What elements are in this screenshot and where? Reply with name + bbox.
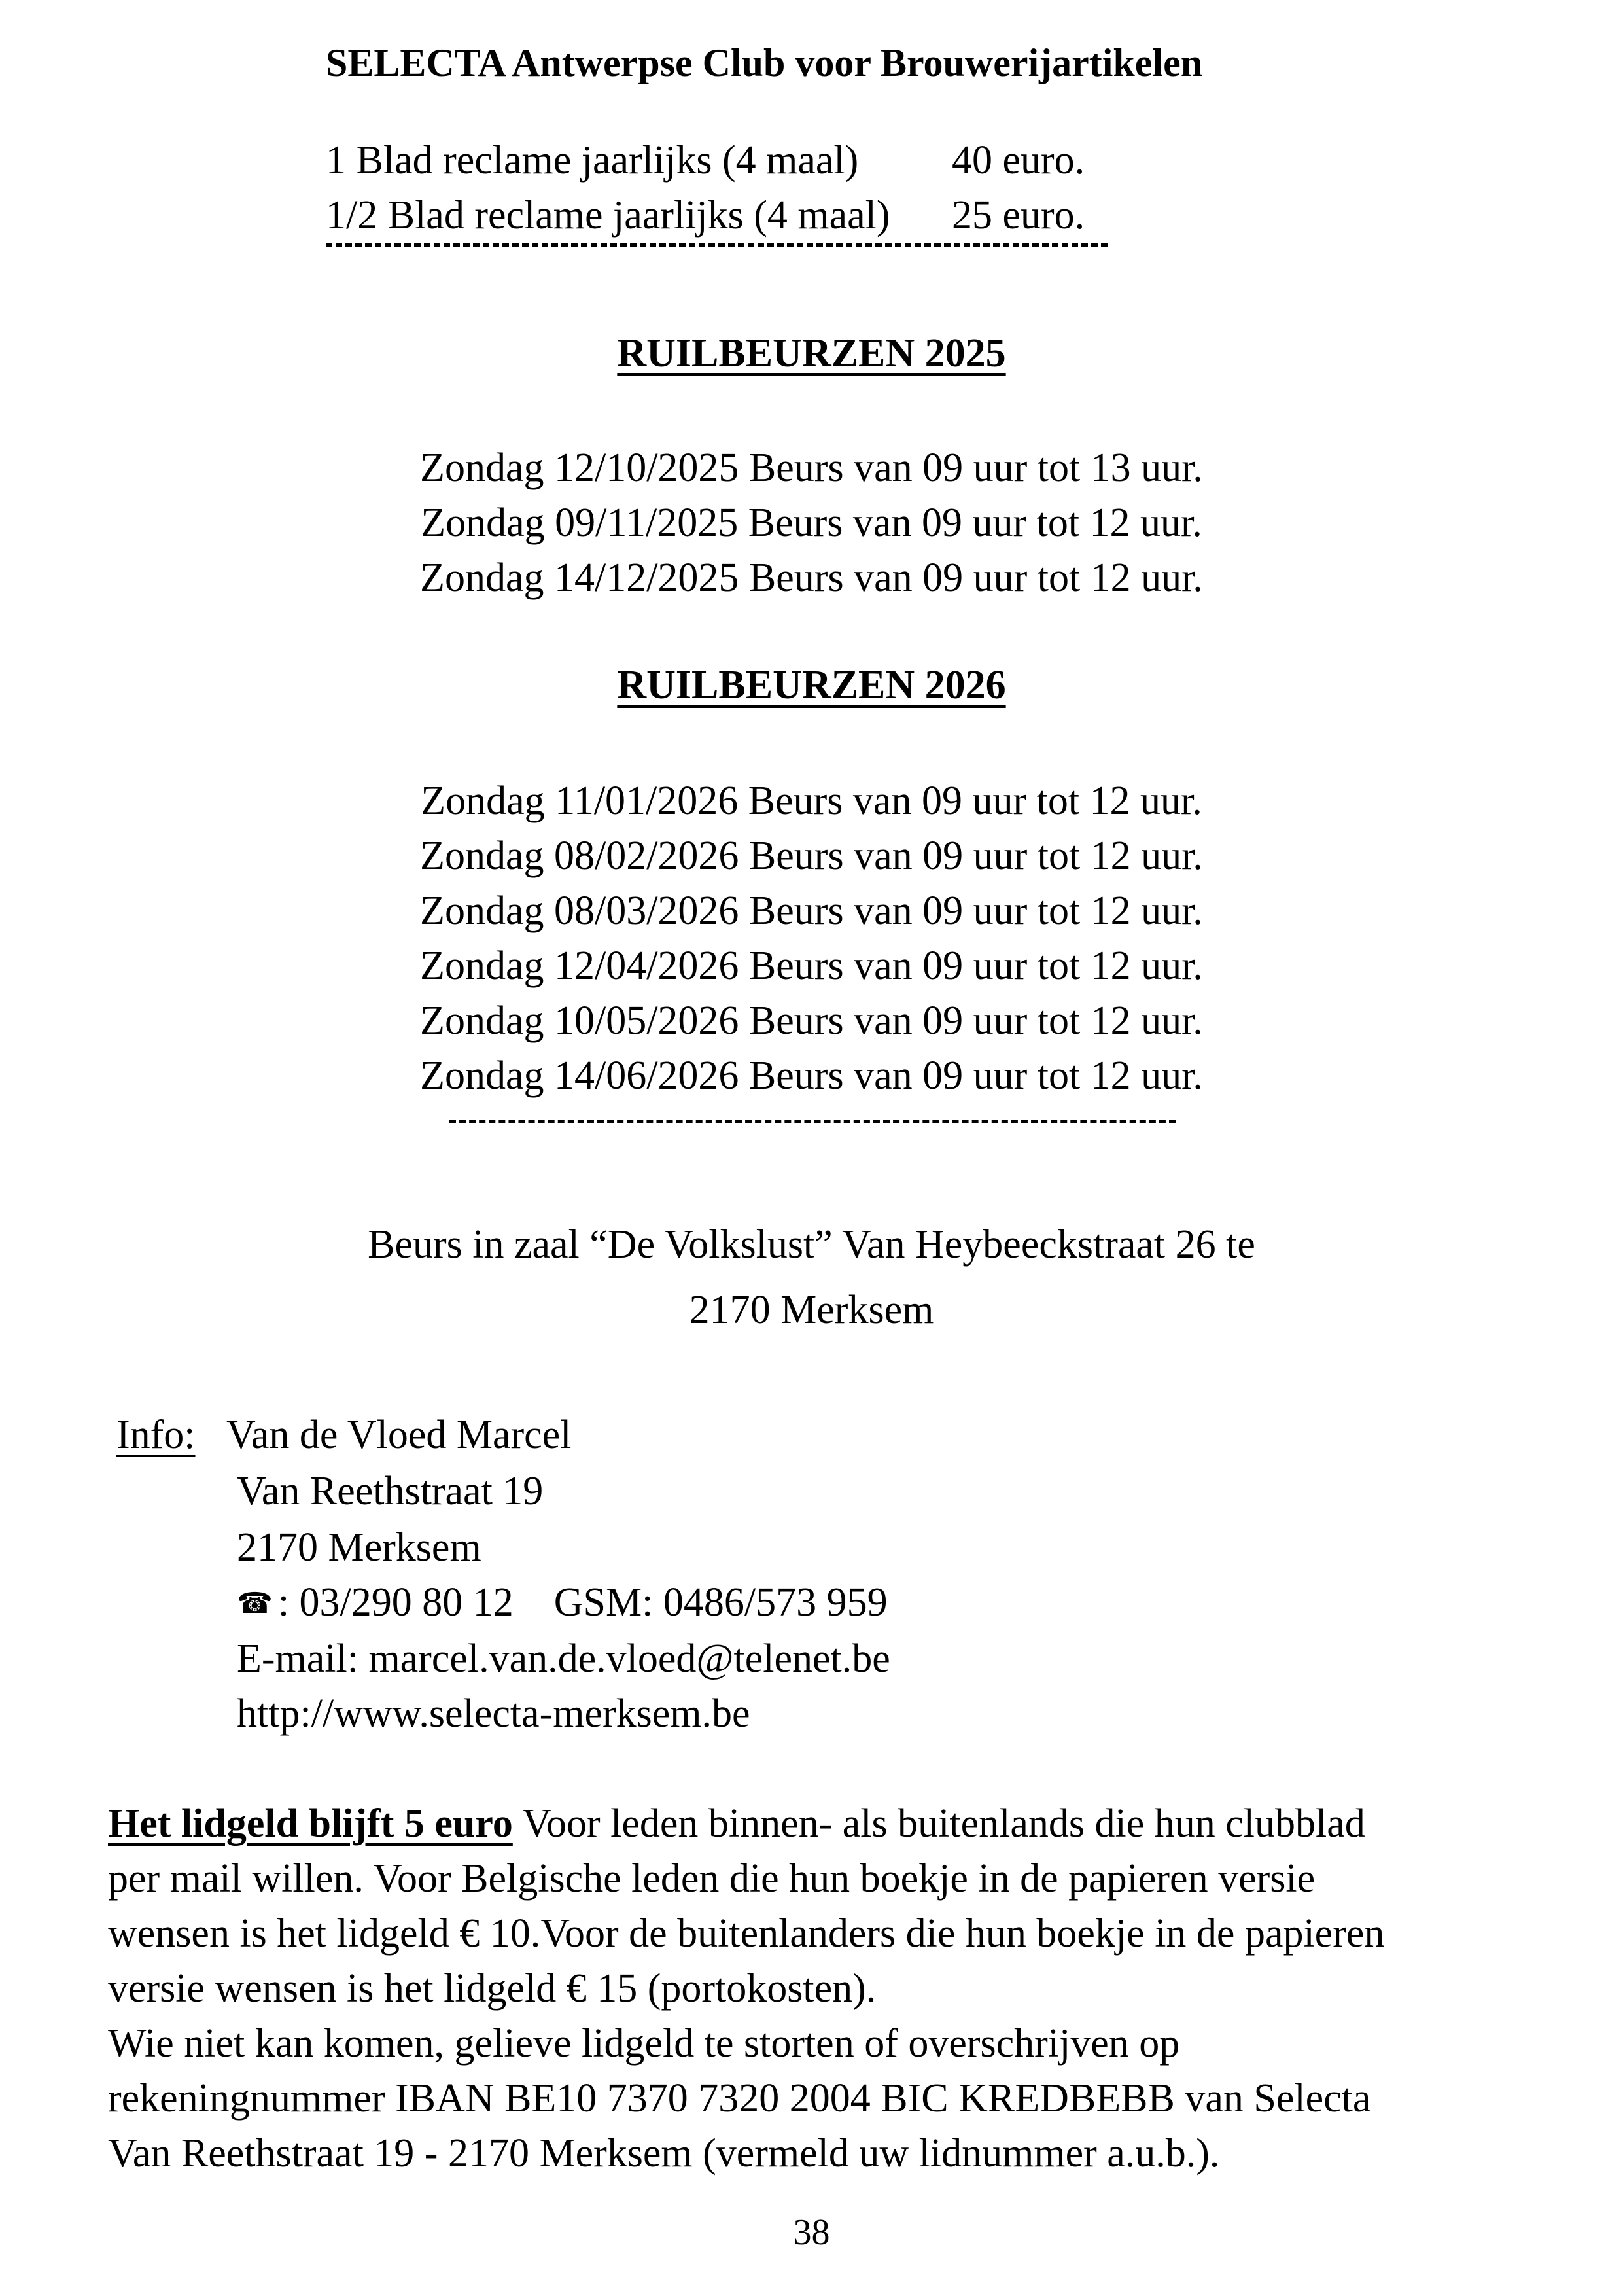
paragraph-text: Voor leden binnen- als buitenlands die hun clubblad [512,1801,1365,1846]
telephone-icon: ☎ [237,1587,273,1620]
date-line: Zondag 14/06/2026 Beurs van 09 uur tot 12 uur. [420,1053,1203,1098]
date-line: Zondag 08/02/2026 Beurs van 09 uur tot 12 uur. [420,834,1203,878]
ad-rate-row [326,192,1085,239]
section-2026 [0,662,1623,709]
info-city: 2170 Merksem [237,1525,481,1570]
date-line: Zondag 09/11/2025 Beurs van 09 uur tot 12 uur. [421,501,1202,545]
info-phone-text: : 03/290 80 12 GSM: 0486/573 959 [277,1580,888,1625]
date-list-2025 [0,440,1623,605]
info-name: Van de Vloed Marcel [226,1413,572,1457]
venue-address [0,1212,1623,1343]
info-email: E-mail: marcel.van.de.vloed@telenet.be [237,1636,890,1681]
info-label: Info: [116,1413,196,1457]
date-line: Zondag 11/01/2026 Beurs van 09 uur tot 12 uur. [421,779,1202,823]
divider [326,243,1108,253]
paragraph-line [108,1796,1534,1851]
ad-rate-label: 1/2 Blad reclame jaarlijks (4 maal) [326,193,890,238]
date-line: Zondag 08/03/2026 Beurs van 09 uur tot 12 uur. [420,889,1203,933]
date-line: Zondag 10/05/2026 Beurs van 09 uur tot 12 uur. [420,998,1203,1043]
paragraph-line: per mail willen. Voor Belgische leden die hun boekje in de papieren versie [108,1856,1316,1901]
paragraph-line: versie wensen is het lidgeld € 15 (portokosten). [108,1966,877,2011]
info-phone [237,1580,888,1626]
paragraph-line: wensen is het lidgeld € 10.Voor de buitenlanders die hun boekje in de papieren [108,1911,1385,1956]
membership-paragraph [108,1796,1534,2181]
ad-rate-price: 25 euro. [952,193,1085,238]
venue-line: Beurs in zaal “De Volkslust” Van Heybeeckstraat 26 te [368,1222,1255,1267]
ad-rate-row [326,137,1085,184]
ad-rate-price: 40 euro. [952,138,1085,183]
section-title: RUILBEURZEN 2026 [617,663,1006,707]
page-number: 38 [793,2212,830,2253]
date-line: Zondag 12/10/2025 Beurs van 09 uur tot 13 uur. [420,446,1203,490]
info-street: Van Reethstraat 19 [237,1469,544,1513]
paragraph-line: Van Reethstraat 19 - 2170 Merksem (vermeld uw lidnummer a.u.b.). [108,2131,1220,2176]
ad-rate-label: 1 Blad reclame jaarlijks (4 maal) [326,138,859,183]
venue-line: 2170 Merksem [689,1288,934,1332]
date-line: Zondag 12/04/2026 Beurs van 09 uur tot 12 uur. [420,944,1203,988]
date-line: Zondag 14/12/2025 Beurs van 09 uur tot 12 uur. [420,556,1203,600]
paragraph-line: rekeningnummer IBAN BE10 7370 7320 2004 BIC KREDBEBB van Selecta [108,2076,1371,2121]
divider [449,1120,1176,1123]
date-list-2026 [0,773,1623,1103]
membership-fee-lead: Het lidgeld blijft 5 euro [108,1801,513,1846]
section-2025 [0,330,1623,377]
section-title: RUILBEURZEN 2025 [617,331,1006,376]
info-website: http://www.selecta-merksem.be [237,1691,750,1736]
paragraph-line: Wie niet kan komen, gelieve lidgeld te storten of overschrijven op [108,2021,1180,2066]
page-header-title: SELECTA Antwerpse Club voor Brouwerijartikelen [326,41,1203,84]
